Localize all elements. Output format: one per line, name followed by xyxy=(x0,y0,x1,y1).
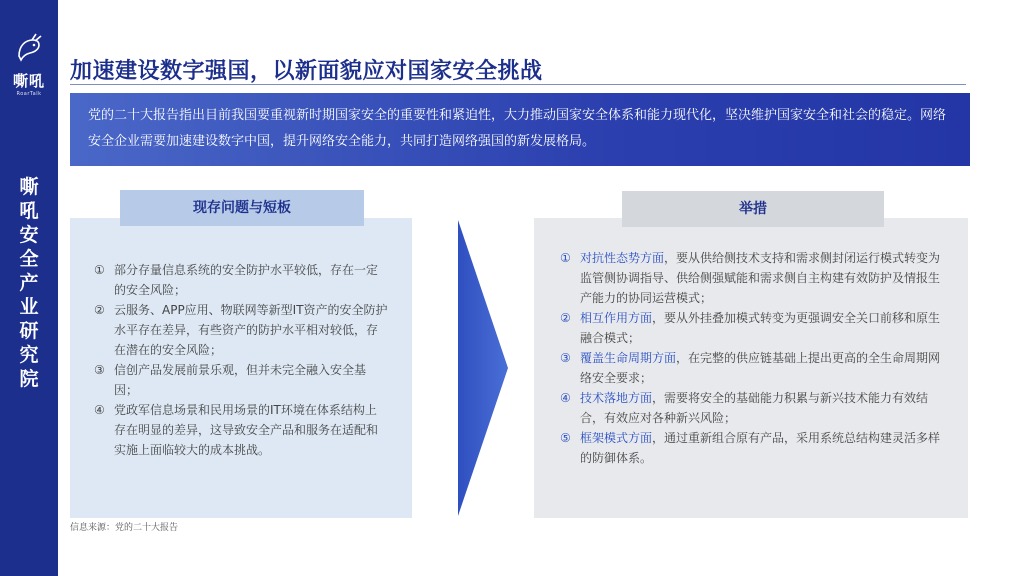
item-number: ① xyxy=(560,251,571,265)
list-item xyxy=(560,348,948,388)
item-text: 部分存量信息系统的安全防护水平较低，存在一定的安全风险； xyxy=(114,263,379,297)
item-highlight: 技术落地方面 xyxy=(580,391,653,405)
item-number: ④ xyxy=(560,391,571,405)
item-text: ，要从外挂叠加模式转变为更强调安全关口前移和原生融合模式； xyxy=(580,311,941,345)
logo-text-en: RoarTalk xyxy=(16,91,42,97)
list-item xyxy=(560,428,948,468)
item-highlight: 框架模式方面 xyxy=(580,431,653,445)
item-text: ，通过重新组合原有产品，采用系统总结构建灵活多样的防御体系。 xyxy=(580,431,941,465)
name-char: 究 xyxy=(19,344,39,366)
list-item xyxy=(94,300,388,360)
measures-panel xyxy=(534,218,968,518)
name-char: 全 xyxy=(19,248,39,270)
item-text: ，需要将安全的基础能力积累与新兴技术能力有效结合，有效应对各种新兴风险； xyxy=(580,391,929,425)
sidebar xyxy=(0,0,58,576)
item-number: ④ xyxy=(94,403,105,417)
item-highlight: 覆盖生命周期方面 xyxy=(580,351,677,365)
name-char: 业 xyxy=(19,296,39,318)
name-char: 嘶 xyxy=(19,176,39,198)
item-text: 云服务、APP应用、物联网等新型IT资产的安全防护水平存在差异，有些资产的防护水平相对较低，存在潜在的安全风险； xyxy=(114,303,388,357)
measures-header: 举措 xyxy=(622,191,884,227)
list-item xyxy=(94,400,388,460)
item-number: ③ xyxy=(94,363,105,377)
page-title: 加速建设数字强国，以新面貌应对国家安全挑战 xyxy=(70,59,543,84)
name-char: 产 xyxy=(19,272,39,294)
list-item xyxy=(560,308,948,348)
name-char: 安 xyxy=(19,224,39,246)
item-text: 信创产品发展前景乐观，但并未完全融入安全基因； xyxy=(114,363,367,397)
name-char: 吼 xyxy=(19,200,39,222)
source-note: 信息来源：党的二十大报告 xyxy=(70,523,179,533)
name-char: 研 xyxy=(19,320,39,342)
list-item xyxy=(94,360,388,400)
item-highlight: 相互作用方面 xyxy=(580,311,653,325)
list-item xyxy=(560,388,948,428)
name-char: 院 xyxy=(19,368,39,390)
arrow-right-icon xyxy=(458,220,508,516)
rabbit-logo-icon xyxy=(13,32,45,64)
item-number: ② xyxy=(94,303,105,317)
item-number: ① xyxy=(94,263,105,277)
item-text: ，要从供给侧技术支持和需求侧封闭运行模式转变为监管侧协调指导、供给侧强赋能和需求侧自主构建有效防护及情报生产能力的协同运营模式； xyxy=(580,251,941,305)
item-text: 党政军信息场景和民用场景的IT环境在体系结构上存在明显的差异，这导致安全产品和服务在适配和实施上面临较大的成本挑战。 xyxy=(114,403,379,457)
item-number: ⑤ xyxy=(560,431,571,445)
problems-header: 现存问题与短板 xyxy=(120,190,364,226)
problems-panel xyxy=(70,218,412,518)
title-divider xyxy=(70,84,966,85)
brand-logo xyxy=(9,32,49,98)
item-number: ② xyxy=(560,311,571,325)
item-highlight: 对抗性态势方面 xyxy=(580,251,665,265)
institute-name xyxy=(0,175,58,391)
logo-text-cn: 嘶吼 xyxy=(12,72,45,90)
item-text: ，在完整的供应链基础上提出更高的全生命周期网络安全要求； xyxy=(580,351,941,385)
item-number: ③ xyxy=(560,351,571,365)
summary-banner: 党的二十大报告指出目前我国要重视新时期国家安全的重要性和紧迫性，大力推动国家安全体系和能力现代化，坚决维护国家安全和社会的稳定。网络安全企业需要加速建设数字中国，提升网络安全能力，共同打造网络强国的新发展格局。 xyxy=(70,93,970,166)
list-item xyxy=(560,248,948,308)
list-item xyxy=(94,260,388,300)
